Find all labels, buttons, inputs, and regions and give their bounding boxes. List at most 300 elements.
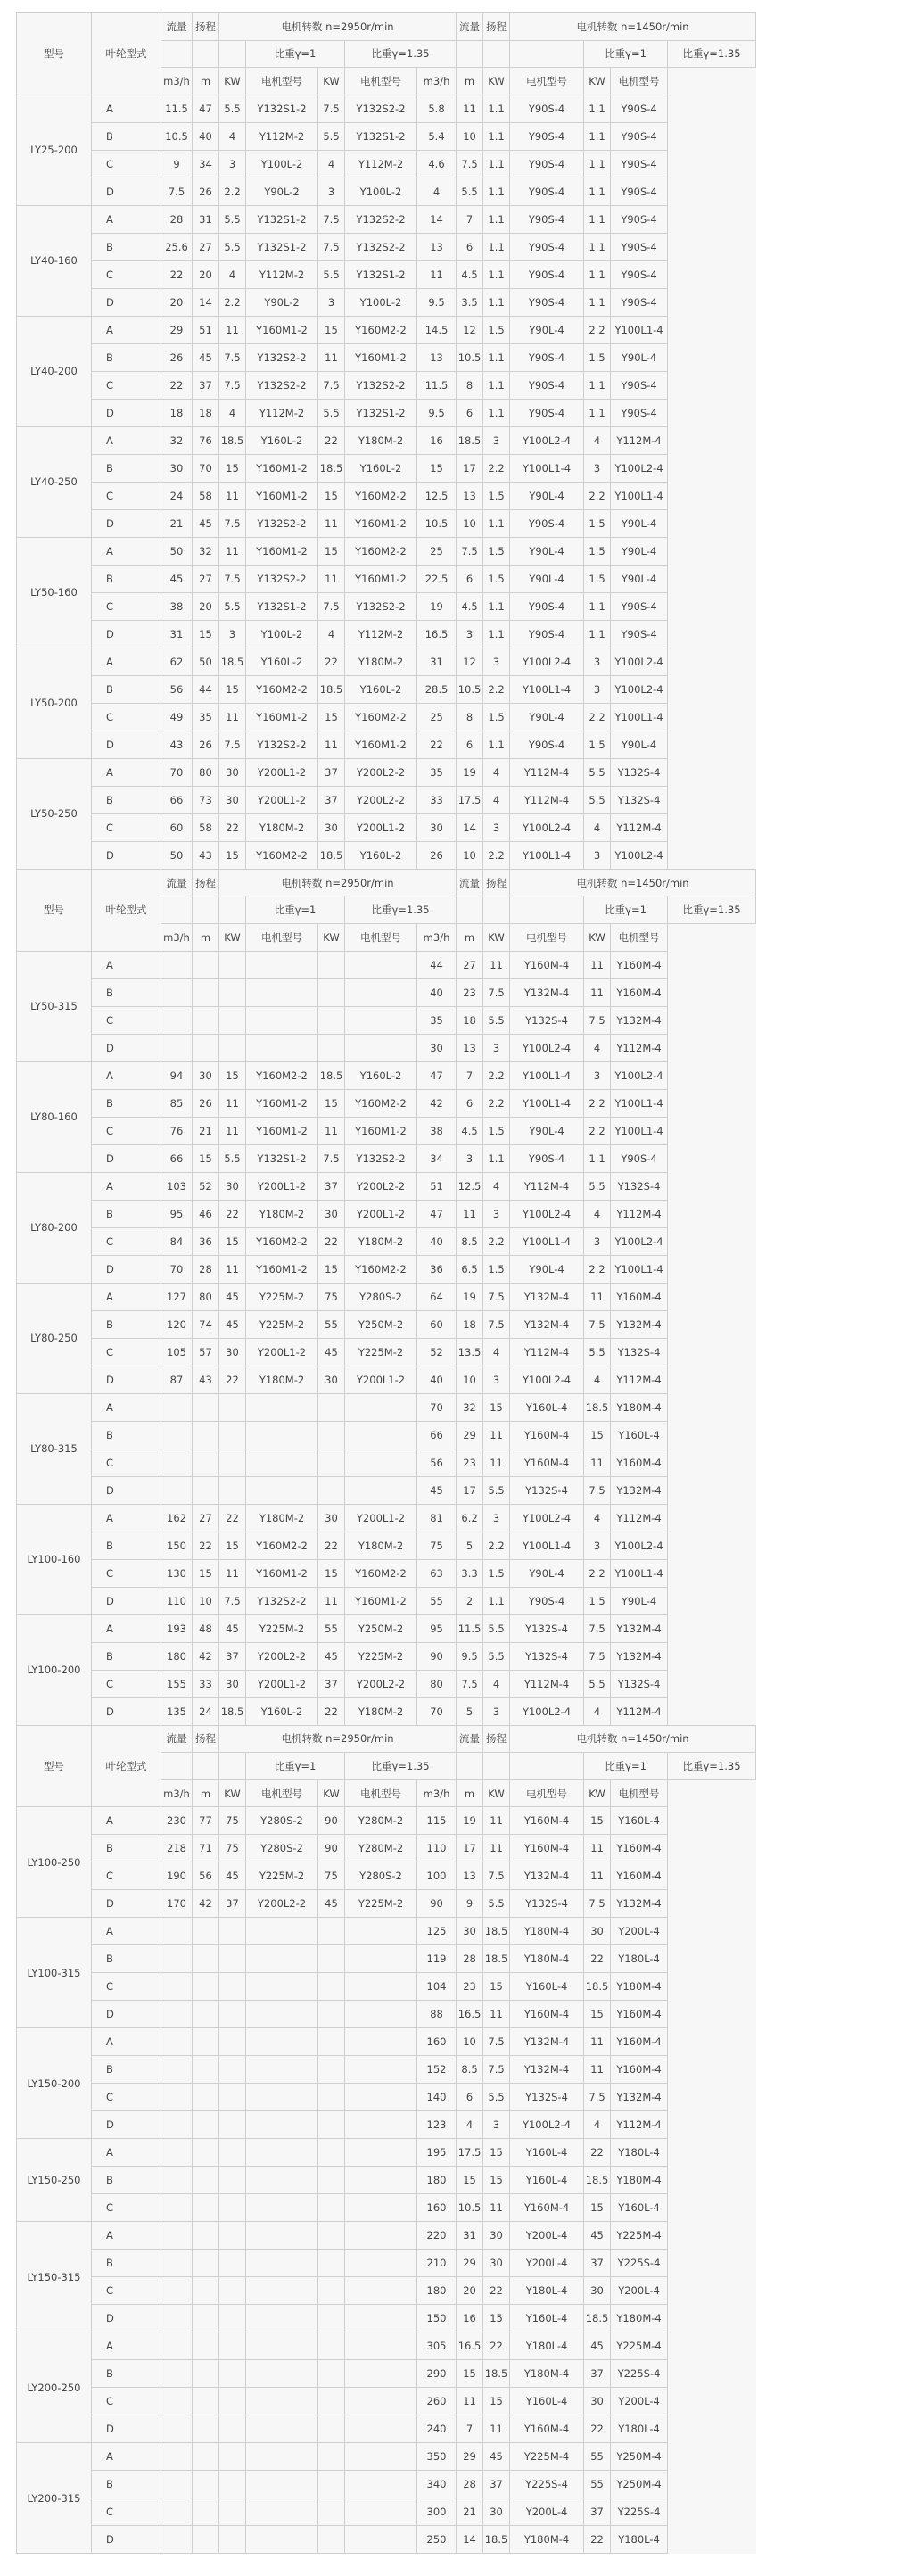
motor-model-cell: Y112M-2 [345,620,417,648]
power-cell: 22 [318,1227,345,1255]
head-cell: 23 [457,1449,483,1476]
header-unit: KW [318,1779,345,1807]
motor-model-cell: Y90L-4 [611,1587,668,1614]
power-cell: 3 [584,454,611,482]
header-unit: KW [584,923,611,951]
motor-model-cell: Y90S-4 [611,288,668,316]
motor-model-cell: Y100L2-4 [611,1227,668,1255]
table-row [17,1034,756,1061]
impeller-cell: D [92,2001,161,2028]
table-row [17,1172,756,1200]
power-cell: 4 [483,1670,510,1697]
motor-model-cell [345,2111,417,2139]
header-speed-1450: 电机转数 n=1450r/min [510,13,756,41]
impeller-cell: A [92,537,161,565]
flow-cell: 43 [161,731,193,758]
flow-cell: 34 [417,1144,457,1172]
head-cell: 5 [457,1697,483,1725]
flow-cell: 88 [417,2001,457,2028]
flow-cell: 11.5 [161,95,193,122]
power-cell: 30 [318,1504,345,1532]
head-cell: 3.5 [457,288,483,316]
head-cell [193,1034,219,1061]
flow-cell: 195 [417,2139,457,2167]
head-cell: 16.5 [457,2332,483,2360]
head-cell: 17 [457,454,483,482]
power-cell: 3 [483,2111,510,2139]
power-cell: 3 [318,288,345,316]
power-cell: 45 [219,1310,246,1338]
flow-cell: 90 [417,1890,457,1918]
power-cell: 18.5 [483,2526,510,2554]
impeller-cell: A [92,2443,161,2471]
motor-model-cell: Y132M-4 [611,1890,668,1918]
flow-cell: 31 [161,620,193,648]
motor-model-cell: Y100L-2 [345,178,417,205]
table-row [17,1006,756,1034]
table-row [17,1670,756,1697]
head-cell: 19 [457,758,483,786]
motor-model-cell: Y225M-2 [345,1338,417,1366]
motor-model-cell: Y132S-4 [611,786,668,813]
motor-model-cell: Y132S2-2 [345,233,417,260]
motor-model-cell: Y132S2-2 [345,205,417,233]
motor-model-cell: Y180L-4 [510,2332,584,2360]
power-cell [219,2277,246,2305]
flow-cell: 22 [161,371,193,399]
power-cell: 45 [219,1614,246,1642]
flow-cell: 49 [161,703,193,731]
head-cell: 24 [193,1697,219,1725]
model-cell: LY100-250 [17,1807,92,1918]
head-cell: 71 [193,1835,219,1862]
motor-model-cell [345,2084,417,2111]
motor-model-cell: Y100L2-4 [510,1366,584,1393]
power-cell: 15 [219,454,246,482]
header-blank [457,40,483,68]
head-cell: 44 [193,675,219,703]
motor-model-cell: Y200L1-2 [246,1338,318,1366]
head-cell: 47 [193,95,219,122]
head-cell: 10 [193,1587,219,1614]
power-cell: 1.1 [483,288,510,316]
motor-model-cell [345,1918,417,1945]
flow-cell: 31 [417,648,457,675]
table-row [17,758,756,786]
table-row [17,1393,756,1421]
power-cell: 22 [318,1697,345,1725]
power-cell: 1.5 [584,537,611,565]
head-cell: 31 [457,2222,483,2250]
impeller-cell: B [92,1835,161,1862]
head-cell: 5.5 [457,178,483,205]
motor-model-cell: Y160M1-2 [345,731,417,758]
power-cell: 4 [219,399,246,426]
power-cell [318,2332,345,2360]
impeller-cell: B [92,233,161,260]
motor-model-cell: Y132M-4 [611,1642,668,1670]
header-unit: m3/h [417,68,457,95]
table-row [17,2332,756,2360]
impeller-cell: A [92,1393,161,1421]
flow-cell: 13 [417,343,457,371]
motor-model-cell [246,1449,318,1476]
motor-model-cell: Y225M-4 [510,2443,584,2471]
head-cell: 28 [457,1945,483,1973]
head-cell [193,2001,219,2028]
motor-model-cell: Y132S1-2 [246,592,318,620]
motor-model-cell: Y180M-2 [345,1532,417,1559]
motor-model-cell [246,2277,318,2305]
power-cell: 18.5 [318,1061,345,1089]
flow-cell: 50 [161,841,193,869]
power-cell: 7.5 [219,371,246,399]
header-speed-2950: 电机转数 n=2950r/min [219,869,457,896]
flow-cell: 64 [417,1283,457,1310]
flow-cell: 35 [417,1006,457,1034]
power-cell: 1.1 [584,620,611,648]
model-cell: LY80-315 [17,1393,92,1504]
power-cell: 15 [219,1227,246,1255]
impeller-cell: D [92,1144,161,1172]
impeller-cell: A [92,316,161,343]
power-cell: 30 [219,1670,246,1697]
flow-cell: 66 [417,1421,457,1449]
motor-model-cell: Y90S-4 [510,343,584,371]
motor-model-cell: Y160M2-2 [345,1559,417,1587]
power-cell: 3 [483,1366,510,1393]
power-cell: 30 [584,1918,611,1945]
power-cell [318,2001,345,2028]
head-cell: 32 [457,1393,483,1421]
flow-cell: 160 [417,2194,457,2222]
flow-cell [161,2028,193,2056]
table-row [17,2222,756,2250]
flow-cell: 45 [417,1476,457,1504]
motor-model-cell: Y225M-2 [246,1283,318,1310]
table-row [17,2388,756,2415]
flow-cell [161,2139,193,2167]
impeller-cell: C [92,1862,161,1890]
motor-model-cell: Y180L-4 [611,2139,668,2167]
motor-model-cell [246,2028,318,2056]
power-cell: 22 [584,2139,611,2167]
flow-cell: 90 [417,1642,457,1670]
head-cell [193,1945,219,1973]
model-cell: LY50-200 [17,648,92,758]
power-cell: 1.1 [584,260,611,288]
motor-model-cell: Y180M-4 [611,1973,668,2001]
flow-cell: 170 [161,1890,193,1918]
motor-model-cell [246,2167,318,2194]
motor-model-cell: Y100L1-4 [510,675,584,703]
motor-model-cell [345,2332,417,2360]
header-unit: m3/h [417,923,457,951]
motor-model-cell: Y90S-4 [510,1587,584,1614]
power-cell: 5.5 [483,1476,510,1504]
impeller-cell: C [92,2388,161,2415]
power-cell: 5.5 [483,1614,510,1642]
head-cell [193,1421,219,1449]
power-cell: 2.2 [584,1117,611,1144]
motor-model-cell: Y90S-4 [510,399,584,426]
power-cell: 1.5 [584,731,611,758]
motor-model-cell: Y200L2-2 [246,1642,318,1670]
power-cell: 18.5 [219,1697,246,1725]
head-cell: 23 [457,978,483,1006]
power-cell: 3 [318,178,345,205]
power-cell [318,1918,345,1945]
power-cell: 1.1 [483,592,510,620]
impeller-cell: C [92,371,161,399]
head-cell: 19 [457,1807,483,1835]
power-cell: 75 [219,1835,246,1862]
power-cell [318,1006,345,1034]
impeller-cell: A [92,1614,161,1642]
power-cell: 1.1 [483,399,510,426]
header-blank [219,896,246,924]
head-cell: 20 [193,260,219,288]
impeller-cell: B [92,1642,161,1670]
power-cell: 11 [483,2001,510,2028]
head-cell: 3 [457,620,483,648]
motor-model-cell [246,1973,318,2001]
flow-cell: 32 [161,426,193,454]
motor-model-cell: Y132S-4 [510,2084,584,2111]
power-cell [219,1476,246,1504]
power-cell: 3 [584,1061,611,1089]
table-row [17,316,756,343]
power-cell: 15 [584,2194,611,2222]
motor-model-cell: Y225M-4 [611,2222,668,2250]
motor-model-cell [345,2194,417,2222]
impeller-cell: C [92,1559,161,1587]
power-cell: 45 [219,1283,246,1310]
motor-model-cell: Y112M-2 [246,399,318,426]
header-blank [219,1753,246,1780]
head-cell: 6 [457,1089,483,1117]
head-cell [193,2360,219,2388]
power-cell: 18.5 [318,675,345,703]
motor-model-cell: Y160M-4 [611,2028,668,2056]
power-cell [219,1918,246,1945]
motor-model-cell: Y180L-4 [611,1945,668,1973]
table-row [17,951,756,978]
power-cell: 4 [483,1172,510,1200]
power-cell [318,2305,345,2332]
head-cell: 21 [193,1117,219,1144]
table-row [17,2360,756,2388]
head-cell: 20 [193,592,219,620]
flow-cell: 50 [161,537,193,565]
head-cell: 15 [457,2360,483,2388]
power-cell [318,1973,345,2001]
power-cell [318,2194,345,2222]
power-cell: 18.5 [584,2305,611,2332]
power-cell: 5.5 [483,1006,510,1034]
motor-model-cell: Y160M2-2 [345,482,417,509]
header-gravity-1: 比重γ=1 [584,1753,668,1780]
flow-cell: 22 [417,731,457,758]
power-cell [318,2277,345,2305]
header-flow: 流量 [161,869,193,896]
motor-model-cell: Y112M-4 [510,1172,584,1200]
power-cell: 3 [483,1697,510,1725]
power-cell: 37 [318,758,345,786]
motor-model-cell: Y100L2-4 [510,426,584,454]
motor-model-cell: Y112M-4 [611,1200,668,1227]
flow-cell: 16 [417,426,457,454]
header-flow: 流量 [161,13,193,41]
motor-model-cell: Y180L-4 [611,2415,668,2443]
motor-model-cell: Y100L1-4 [611,1089,668,1117]
impeller-cell: D [92,1366,161,1393]
model-cell: LY100-200 [17,1614,92,1725]
power-cell: 11 [219,1559,246,1587]
table-row [17,1476,756,1504]
head-cell: 13 [457,482,483,509]
impeller-cell: D [92,841,161,869]
flow-cell: 44 [417,951,457,978]
motor-model-cell: Y90S-4 [510,288,584,316]
power-cell: 37 [584,2360,611,2388]
header-blank [510,1753,584,1780]
motor-model-cell: Y280M-2 [345,1807,417,1835]
motor-model-cell: Y225M-2 [246,1614,318,1642]
table-row [17,2526,756,2554]
head-cell: 10 [457,841,483,869]
flow-cell: 38 [417,1117,457,1144]
power-cell: 15 [219,841,246,869]
power-cell: 18.5 [483,1945,510,1973]
table-row [17,1449,756,1476]
motor-model-cell: Y100L2-4 [510,1697,584,1725]
head-cell: 17.5 [457,786,483,813]
power-cell: 75 [318,1283,345,1310]
power-cell: 55 [584,2443,611,2471]
head-cell [193,2388,219,2415]
motor-model-cell: Y132S1-2 [246,1144,318,1172]
power-cell [219,2084,246,2111]
power-cell: 4 [584,426,611,454]
head-cell: 8 [457,371,483,399]
power-cell: 5.5 [219,233,246,260]
motor-model-cell: Y100L1-4 [510,1227,584,1255]
motor-model-cell: Y180L-4 [611,2526,668,2554]
model-cell: LY25-200 [17,95,92,205]
motor-model-cell: Y100L-2 [345,288,417,316]
head-cell [193,1476,219,1504]
power-cell: 2.2 [483,1089,510,1117]
head-cell: 16.5 [457,2001,483,2028]
flow-cell: 95 [161,1200,193,1227]
impeller-cell: A [92,1283,161,1310]
motor-model-cell: Y160M2-2 [246,675,318,703]
head-cell: 8.5 [457,1227,483,1255]
power-cell: 1.1 [483,233,510,260]
head-cell: 77 [193,1807,219,1835]
head-cell: 33 [193,1670,219,1697]
motor-model-cell: Y132M-4 [611,1614,668,1642]
flow-cell [161,2001,193,2028]
power-cell [219,2305,246,2332]
power-cell: 2.2 [584,1089,611,1117]
power-cell: 11 [584,1283,611,1310]
flow-cell: 5.8 [417,95,457,122]
motor-model-cell: Y160M1-2 [246,537,318,565]
flow-cell: 260 [417,2388,457,2415]
impeller-cell: B [92,1421,161,1449]
header-unit: KW [219,68,246,95]
motor-model-cell: Y132S2-2 [246,509,318,537]
header-impeller: 叶轮型式 [92,13,161,95]
power-cell: 11 [318,565,345,592]
motor-model-cell: Y90L-4 [510,1559,584,1587]
motor-model-cell: Y132S-4 [510,1890,584,1918]
motor-model-cell: Y160M1-2 [246,1089,318,1117]
header-row [17,869,756,896]
motor-model-cell [246,2056,318,2084]
power-cell: 1.5 [584,1587,611,1614]
table-row [17,1200,756,1227]
power-cell: 4 [483,786,510,813]
power-cell: 15 [483,2388,510,2415]
head-cell: 14 [457,813,483,841]
flow-cell: 340 [417,2471,457,2498]
power-cell: 4 [584,2111,611,2139]
motor-model-cell: Y200L1-2 [246,1172,318,1200]
power-cell: 11 [318,509,345,537]
motor-model-cell: Y180M-2 [345,648,417,675]
flow-cell [161,1918,193,1945]
motor-model-cell: Y160M1-2 [345,565,417,592]
motor-model-cell: Y160L-4 [510,1393,584,1421]
header-flow: 流量 [457,1725,483,1753]
power-cell [219,2250,246,2277]
power-cell: 7.5 [584,1006,611,1034]
impeller-cell: D [92,1034,161,1061]
motor-model-cell: Y200L1-2 [246,1670,318,1697]
header-unit: KW [483,68,510,95]
table-row [17,1061,756,1089]
motor-model-cell [246,1476,318,1504]
power-cell: 30 [483,2498,510,2526]
impeller-cell: C [92,2194,161,2222]
impeller-cell: C [92,1973,161,2001]
flow-cell: 350 [417,2443,457,2471]
header-unit: 电机型号 [345,68,417,95]
head-cell: 74 [193,1310,219,1338]
power-cell: 15 [584,1807,611,1835]
head-cell: 13.5 [457,1338,483,1366]
power-cell: 1.5 [483,1255,510,1283]
motor-model-cell: Y180M-4 [510,1918,584,1945]
power-cell: 3 [584,675,611,703]
power-cell: 30 [219,786,246,813]
header-speed-2950: 电机转数 n=2950r/min [219,13,457,41]
flow-cell: 66 [161,1144,193,1172]
motor-model-cell: Y160M-4 [611,2056,668,2084]
header-unit: KW [584,1779,611,1807]
flow-cell: 300 [417,2498,457,2526]
flow-cell: 38 [161,592,193,620]
power-cell: 2.2 [219,178,246,205]
power-cell: 3 [483,813,510,841]
power-cell [219,1034,246,1061]
header-unit: m3/h [161,923,193,951]
motor-model-cell: Y90S-4 [611,592,668,620]
power-cell: 18.5 [584,2167,611,2194]
